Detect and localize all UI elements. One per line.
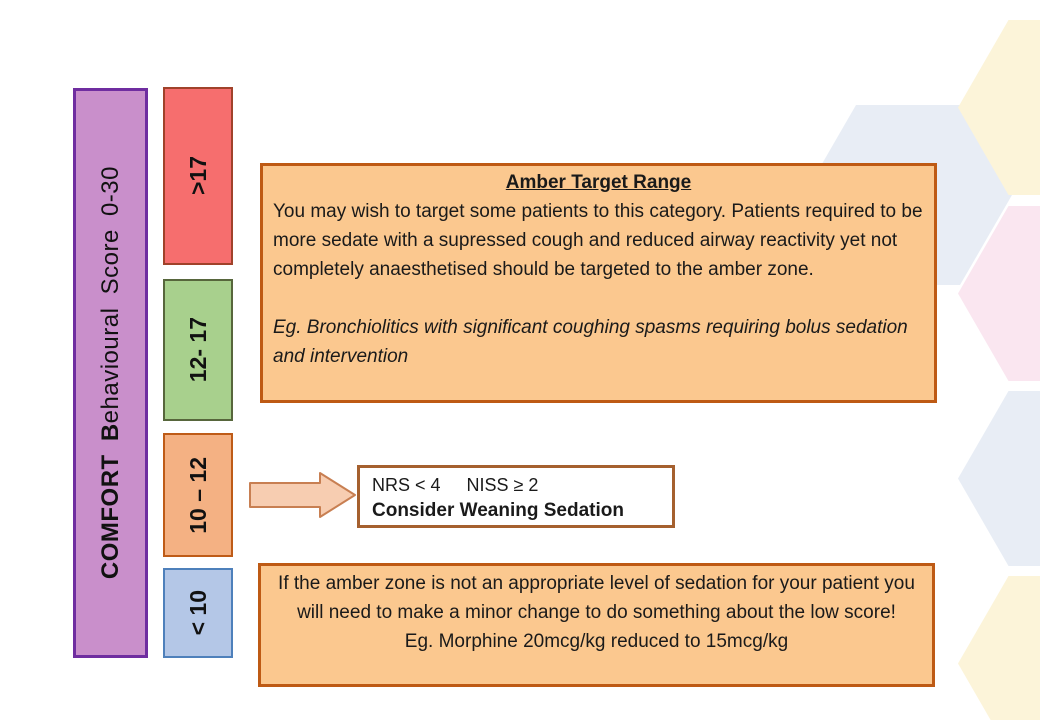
amber-target-example: Eg. Bronchiolitics with significant coughing spasms requiring bolus sedation and intervention bbox=[273, 317, 908, 367]
score-band-below-10 bbox=[163, 568, 233, 658]
amber-target-range-box bbox=[260, 163, 937, 403]
low-score-body: If the amber zone is not an appropriate level of sedation for your patient you will need to make a minor change to do something about the low score! bbox=[278, 573, 915, 623]
low-score-example: Eg. Morphine 20mcg/kg reduced to 15mcg/kg bbox=[404, 631, 789, 652]
niss-criterion: NISS ≥ 2 bbox=[466, 475, 539, 495]
hexagon-decoration-blue bbox=[958, 391, 1040, 566]
score-band-label: >17 bbox=[184, 156, 211, 196]
weaning-criteria-line bbox=[372, 472, 672, 498]
comfort-scale-label-rest: ehavioural Score 0-30 bbox=[96, 166, 124, 424]
comfort-scale-label-bold: COMFORT B bbox=[96, 423, 124, 580]
score-band-12-17 bbox=[163, 279, 233, 421]
score-band-above-17 bbox=[163, 87, 233, 265]
score-band-label: < 10 bbox=[184, 590, 211, 636]
comfort-scale-bar bbox=[73, 88, 148, 658]
nrs-criterion: NRS < 4 bbox=[372, 475, 441, 495]
weaning-criteria-box bbox=[357, 465, 675, 528]
amber-target-body: You may wish to target some patients to this category. Patients required to be more sedate with a supressed cough and reduced airway reactivity yet not completely anaesthetised should be targeted to the amber zone. bbox=[273, 201, 923, 280]
comfort-scale-label bbox=[97, 166, 125, 579]
score-band-label: 10 – 12 bbox=[184, 456, 211, 534]
right-arrow-icon bbox=[249, 471, 357, 519]
score-band-10-12 bbox=[163, 433, 233, 557]
score-band-label: 12- 17 bbox=[184, 317, 211, 383]
weaning-action: Consider Weaning Sedation bbox=[372, 500, 624, 521]
hexagon-decoration-yellow bbox=[958, 576, 1040, 720]
amber-target-title: Amber Target Range bbox=[505, 172, 692, 193]
low-score-advice-box bbox=[258, 563, 935, 687]
